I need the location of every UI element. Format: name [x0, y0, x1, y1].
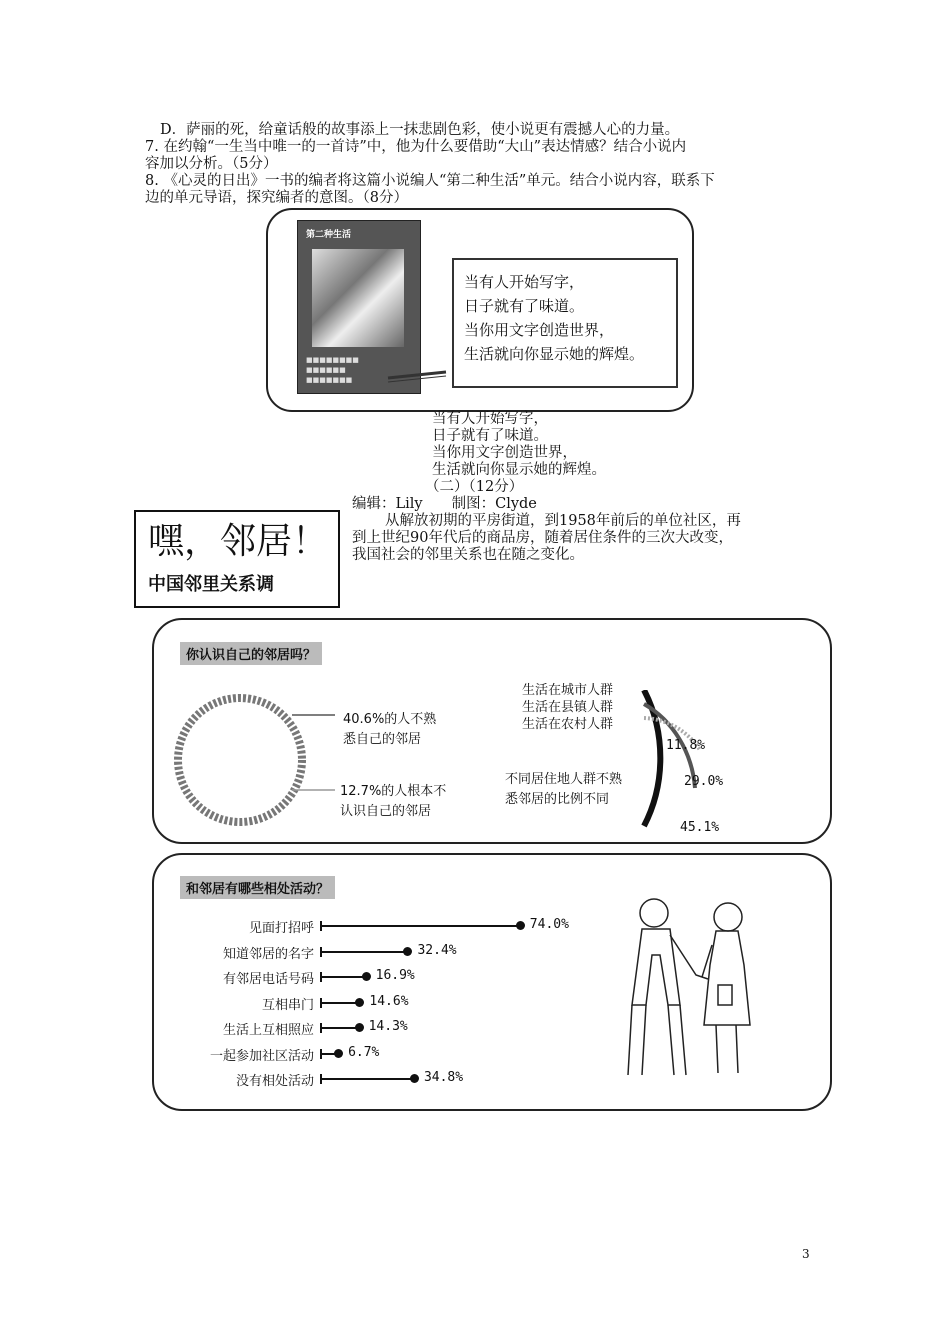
- bar-label: 一起参加社区活动: [209, 1048, 314, 1064]
- poem-line-2: 日子就有了味道。: [432, 428, 548, 444]
- poem-line-1: 当有人开始写字，: [432, 411, 548, 427]
- bar-dot: [355, 1023, 364, 1032]
- bar-dot: [410, 1074, 419, 1083]
- option-d: D．萨丽的死，给童话般的故事添上一抹悲剧色彩，使小说更有震撼人心的力量。: [160, 122, 680, 138]
- bar-label: 没有相处活动: [235, 1074, 314, 1089]
- group-city: 生活在城市人群: [522, 683, 614, 698]
- bar-dot: [403, 947, 412, 956]
- bar-value: 34.8%: [423, 1070, 464, 1085]
- survey-title-box: [134, 510, 340, 608]
- fig-poem-line-4: 生活就向你显示她的辉煌。: [464, 345, 645, 363]
- bar-value: 6.7%: [348, 1044, 380, 1060]
- survey-subtitle: 中国邻里关系调: [148, 574, 274, 595]
- fig-poem-line-1: 当有人开始写字，: [464, 273, 585, 291]
- bar-label: 见面打招呼: [248, 921, 314, 936]
- bar-dot: [362, 972, 371, 981]
- stat1-line-2: 悉自己的邻居: [343, 732, 422, 747]
- panel1-graphic: [160, 690, 840, 840]
- bar-line: [320, 976, 366, 978]
- poster-fine-print: ■■■■■■■■ ■■■■■■ ■■■■■■■: [306, 356, 359, 384]
- arrow-connector: [386, 366, 458, 386]
- bar-dot: [334, 1049, 343, 1058]
- poem-line-4: 生活就向你显示她的辉煌。: [432, 462, 606, 478]
- page-number: 3: [802, 1247, 810, 1261]
- bar-value: 16.9%: [375, 968, 415, 983]
- bar-label: 互相串门: [261, 997, 314, 1013]
- poem-line-3: 当你用文字创造世界，: [432, 445, 577, 461]
- bar-value: 14.6%: [369, 993, 409, 1009]
- panel2-title: 和邻居有哪些相处活动？: [180, 876, 335, 899]
- note-line-2: 悉邻居的比例不同: [505, 792, 610, 807]
- group-rural: 生活在农村人群: [522, 717, 614, 732]
- poster-photo: [312, 249, 404, 347]
- bar-line: [320, 1027, 359, 1029]
- stat2-line-2: 认识自己的邻居: [340, 804, 432, 819]
- bar-dot: [355, 998, 364, 1007]
- stat2-line-1: 12.7%的人根本不: [340, 784, 447, 799]
- section-heading: （二）（12分）: [425, 479, 524, 495]
- bar-value: 74.0%: [529, 917, 569, 932]
- intro-line-2: 到上世纪90年代后的商品房，随着居住条件的三次大改变，: [352, 530, 733, 546]
- bar-dot: [516, 921, 525, 930]
- pct-rural: 11.8%: [666, 738, 706, 753]
- question-7-cont: 容加以分析。（5分）: [145, 156, 278, 172]
- note-line-1: 不同居住地人群不熟: [505, 772, 623, 787]
- question-8-cont: 边的单元导语，探究编者的意图。（8分）: [145, 190, 408, 206]
- bar-value: 32.4%: [417, 942, 457, 958]
- intro-line-1: 从解放初期的平房街道，到1958年前后的单位社区，再: [385, 513, 741, 529]
- credit-line: 编辑：Lily 制图：Clyde: [352, 496, 537, 512]
- bar-value: 14.3%: [368, 1019, 408, 1034]
- survey-title: 嘿，邻居！: [148, 521, 329, 562]
- people-illustration: [612, 895, 762, 1085]
- question-8: 8. 《心灵的日出》一书的编者将这篇小说编人“第二种生活”单元。结合小说内容，联系下: [145, 173, 715, 189]
- group-county: 生活在县镇人群: [522, 700, 614, 715]
- stat1-line-1: 40.6%的人不熟: [343, 712, 437, 727]
- poster-title: 第二种生活: [306, 230, 352, 240]
- unit-intro-box: [452, 258, 678, 388]
- bar-line: [320, 1078, 414, 1080]
- bar-line: [320, 1002, 359, 1004]
- bar-label: 知道邻居的名字: [222, 946, 314, 962]
- fig-poem-line-3: 当你用文字创造世界，: [464, 321, 615, 339]
- ring-chart: [178, 698, 302, 822]
- intro-line-3: 我国社会的邻里关系也在随之变化。: [352, 547, 584, 563]
- bar-line: [320, 951, 407, 953]
- bar-label: 有邻居电话号码: [222, 972, 314, 987]
- bar-line: [320, 925, 520, 927]
- pct-county: 29.0%: [684, 774, 724, 789]
- fig-poem-line-2: 日子就有了味道。: [464, 297, 585, 315]
- question-7: 7. 在约翰“一生当中唯一的一首诗”中，他为什么要借助“大山”表达情感？结合小说内: [145, 139, 687, 155]
- panel1-title: 你认识自己的邻居吗？: [180, 642, 322, 665]
- pct-city: 45.1%: [680, 820, 720, 835]
- bar-label: 生活上互相照应: [222, 1023, 314, 1038]
